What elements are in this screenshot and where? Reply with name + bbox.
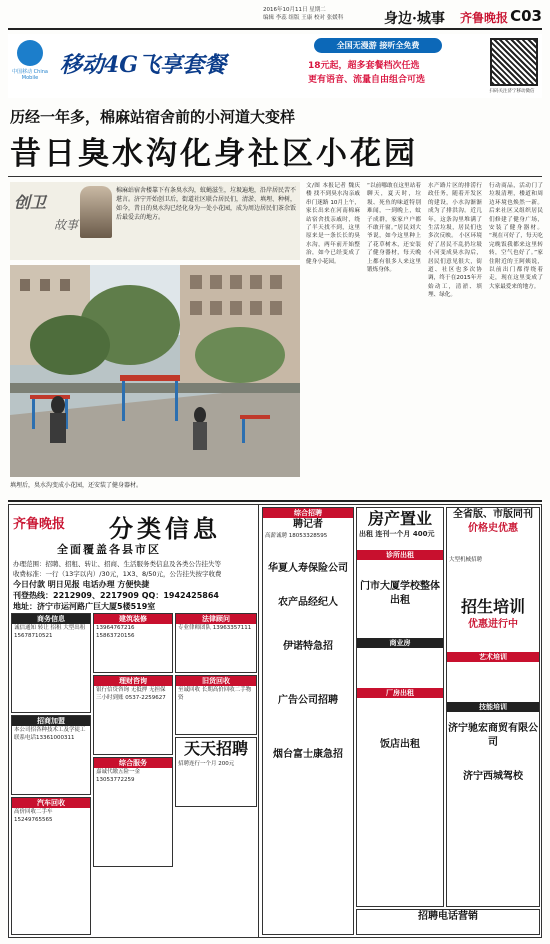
ad-box-heading: 汽车回收 [12,798,90,808]
page-number: C03 [510,7,542,25]
editors-text: 编辑 李蕊 组版 王康 校对 张媛科 [263,15,344,21]
article-column-1: 文/图 本报记者 魏庆楼 找不到臭水沟亲戚串门迷路 10月上午，家长出来在河南棉麻站宿舍找亲戚时，绕了半天找不到，这里原来是一条长长的臭水沟，两年前开始整治，如今已经变成了健身小花园。 [306,183,360,265]
article-column-4: 行动商品，活动门了垃圾清理，楼道和周边环境也焕然一新。后来社区又组织居民们修建了健身广场，安装了健身器材。 “现在可好了，每天吃完晚饭我都来这里转转，空气也好了。”家住附近的王阿姨说，以前出门都得绕着走，现在这里变成了大家最爱来的地方。 [489,183,543,290]
park-photo [10,265,300,477]
job-item: 伊诺特急招 [283,640,333,652]
training-item: 招生培训 [460,596,525,616]
ads-title: 分类信息 [109,514,221,543]
ad-box[interactable] [175,613,257,673]
carrier-logo [10,40,50,94]
author-portrait [80,186,112,238]
ad-box[interactable] [11,797,91,935]
training-item: 优惠进行中 [468,618,518,630]
ad-promo-2: 更有语音、流量自由组合可选 [308,75,426,85]
date-line [263,6,383,22]
training-item: 济宁西城驾校 [463,770,523,782]
rent-heading: 商业房 [357,638,443,648]
article-column-2: “以前哪敢在这里站着聊天，夏天时，垃圾、死鱼的味道特别难闻，一到晚上，蚊子成群，家家户户都不敢开窗。”居民刘大爷说，如今这里种上了花草树木，还安装了健身器材，每天晚上都有很多人来这里锻炼身体。 [367,183,421,274]
intro-text: 棉麻站宿舍楼靠下有条臭水沟，蚊蝇滋生，垃圾遍地，沿岸居民苦不堪言。济宁开始创卫后，街道社区联合居民们，清淤、填埋、种树，如今，昔日的臭水沟已经化身为一处小花园，成为周边居民们茶余饭后最爱去的地方。 [116,187,297,221]
article-body [306,182,544,492]
estate-price: 出租 连刊一个月 400元 [359,530,435,538]
article-headline: 昔日臭水沟化身社区小花园 [10,136,418,172]
training-sub: 价格史优惠 [468,523,518,534]
ads-line: 今日付款 明日见报 电话办理 方便快捷 [13,580,150,589]
section-title: 身边·城事 [384,11,445,27]
training-title: 全省版、市版同刊 [453,509,533,520]
ads-address: 地址：济宁市运河路广巨大厦5楼519室 [13,602,156,611]
job-item: 华夏人寿保险公司 [268,562,348,574]
article-intro [10,182,300,260]
ad-box[interactable] [93,613,173,673]
ad-box-text: 银行信贷咨询 无抵押 无担保 三小时到账 0537-2259627 [96,687,166,701]
ad-box-text: 招聘连行一个月 200元 [178,761,235,767]
article-photo [10,265,300,477]
ad-box[interactable] [175,675,257,735]
qr-code-icon[interactable] [490,38,538,86]
estate-column[interactable] [356,507,444,907]
ads-subtitle: 全面覆盖各县市区 [57,543,161,556]
rent-heading: 厂房出租 [357,688,443,698]
divider [8,176,542,177]
ad-box-text: 嘉诚代缴五险一金 13053772259 [96,769,141,783]
ad-box-heading: 法律顾问 [176,614,256,624]
classified-ads [8,504,542,938]
ad-box-big: 天天招聘 [183,739,248,758]
ad-box-text: 本公司招各种技术工及学徒工 联系电话13361000311 [14,727,86,741]
telemarketing-title: 招聘电话营销 [418,911,478,922]
ad-slogan: 移动4G飞享套餐 [60,52,227,78]
article-column-3: 水产路片区的排涝行政任务，随着开发区的建设，小水沟渐渐成为了排洪沟。近几年，这条沟里堆满了生活垃圾，居民们也多次反映。 小区环境好了居民不乱扔垃圾 小河变成臭水沟后，居民们意见很大，街道、社区也多次协调，终于在2015年开始动工，清淤、填埋、绿化。 [428,183,482,299]
column-logo: 创卫 [14,193,47,212]
ad-box-heading: 理财咨询 [94,676,172,686]
ad-box[interactable] [11,613,91,713]
page-header [8,6,542,30]
rent-heading: 诊所出租 [357,550,443,560]
job-item: 高薪诚聘 18053328595 [265,533,328,539]
job-item: 农产品经纪人 [278,596,338,608]
ad-box-text: 高价回收二手车 15249765565 [14,809,53,823]
training-column[interactable] [446,507,540,907]
training-item: 大型机械招聘 [449,557,483,563]
ad-pill: 全国无漫游 接听全免费 [314,38,442,53]
ad-box[interactable] [93,757,173,867]
ads-left-panel [9,505,259,937]
ads-line: 收费标准：一行（13字以内）/30元，1X3、8/50元，公告挂失按字收费 [13,570,222,578]
ad-box-heading: 建筑装修 [94,614,172,624]
ads-line: 办理范围：招聘、招租、转让、招商、生活服务类信息及各类公告挂失等 [13,560,221,568]
ads-hotline[interactable]: 刊登热线：2212909、2217909 QQ：1942425864 [13,591,219,600]
qr-caption: 扫码关注济宁移动微信 [489,89,535,94]
ad-box-text: 至诚回收 长期高价回收二手物资 [178,687,252,701]
mobile-ad-banner[interactable] [8,34,542,98]
jobs-column[interactable] [262,507,354,935]
ad-box-text: 专业律师团队 13963357111 [178,625,252,631]
ad-box-text: 诚信通知 转让 招租 大型出租15678710521 [14,625,86,639]
china-mobile-icon [17,40,43,66]
ad-box-text: 13964767216 15863720156 [96,625,135,639]
ad-box-heading: 商务信息 [12,614,90,624]
rent-item: 饭店出租 [380,738,420,750]
job-item: 烟台富士康急招 [273,748,343,760]
ad-box[interactable] [11,715,91,795]
ad-box-jobs[interactable] [175,737,257,807]
ad-box-heading: 旧货回收 [176,676,256,686]
column-logo-2: 故事 [54,218,79,232]
ad-box-heading: 综合服务 [94,758,172,768]
ad-box[interactable] [93,675,173,755]
estate-heading: 房产置业 [367,509,432,528]
ad-box-heading: 招商加盟 [12,716,90,726]
ads-brand-logo: 齐鲁晚报 [13,517,66,532]
training-item: 技能培训 [447,702,539,712]
ad-promo-1: 18元起，超多套餐档次任选 [308,61,420,71]
date-text: 2016年10月11日 星期二 [263,7,326,13]
photo-caption: 填埋后，臭水沟变成小花园，还安装了健身器材。 [10,482,143,489]
telemarketing-banner[interactable] [356,909,540,935]
jobs-heading: 综合招聘 [263,508,353,518]
training-item: 济宁驰宏商贸有限公司 [448,722,538,748]
section-divider [8,500,542,502]
ads-header [9,505,259,611]
job-item: 广告公司招聘 [278,694,338,706]
carrier-name: 中国移动 China Mobile [12,69,48,81]
training-item: 艺术培训 [447,652,539,662]
ads-grid [9,613,259,937]
job-item: 聘记者 [293,519,323,530]
rent-item: 门市大厦学校整体出租 [360,580,440,606]
brand-logo: 齐鲁晚报 [460,11,509,25]
ads-right-panel [260,505,542,937]
article-kicker: 历经一年多，棉麻站宿舍前的小河道大变样 [10,108,296,126]
